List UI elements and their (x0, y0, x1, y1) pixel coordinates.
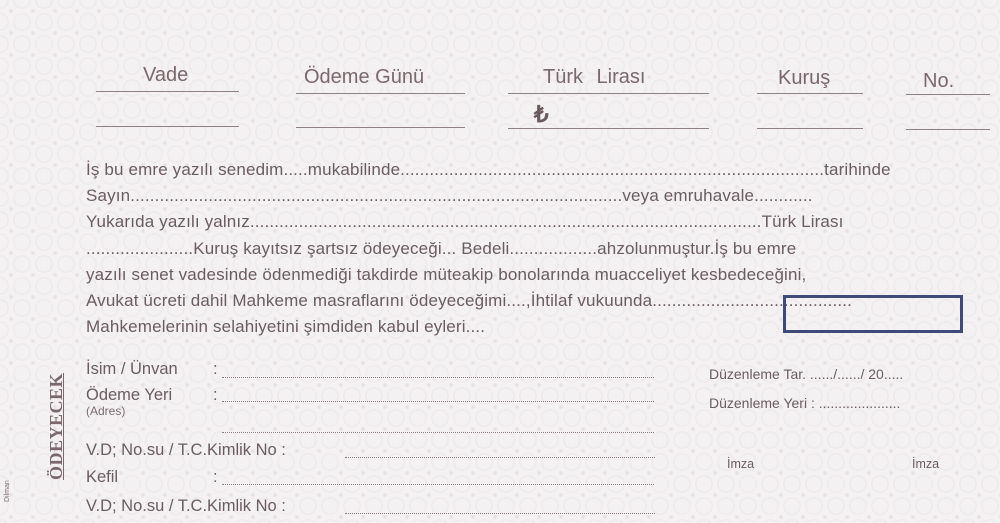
kurus-value-field[interactable] (757, 128, 863, 129)
body-line-7: Mahkemelerinin selahiyetini şimdiden kabul eyleri.... (86, 317, 486, 336)
turk-lirasi-underline (508, 93, 709, 94)
body-line-5: yazılı senet vadesinde ödenmediği takdirde müteakip bonolarında muacceliyet kesbedeceğini, (86, 265, 807, 284)
vd-no-label-2: V.D; No.su / T.C.Kimlik No : (86, 497, 286, 515)
vd-no-label-1: V.D; No.su / T.C.Kimlik No : (86, 441, 286, 459)
adres-field[interactable] (222, 432, 654, 433)
odeyecek-side-label: ÖDEYECEK (46, 372, 66, 480)
vade-value-field[interactable] (96, 126, 239, 127)
odeme-yeri-label: Ödeme Yeri (86, 386, 173, 404)
vd-no-field-2[interactable] (345, 513, 655, 514)
odeme-gunu-value-field[interactable] (296, 127, 465, 128)
body-line-3: Yukarıda yazılı yalnız.........................................................................................................Türk Lirası (86, 212, 844, 231)
header-no: No. (923, 70, 955, 92)
imza-label-1: İmza (727, 457, 755, 471)
isim-unvan-label: İsim / Ünvan (86, 360, 178, 378)
duzenleme-tarihi: Düzenleme Tar. ....../....../ 20..... (709, 366, 904, 382)
body-line-2: Sayın.....................................................................................................veya emruhavale............ (86, 186, 813, 205)
body-line-1: İş bu emre yazılı senedim.....mukabilinde.......................................................................................tarihinde (86, 160, 891, 179)
lira-symbol: ₺ (534, 101, 549, 127)
no-value-field[interactable] (906, 129, 990, 130)
isim-unvan-field[interactable] (222, 377, 654, 378)
odeme-yeri-field[interactable] (222, 401, 654, 402)
no-underline (906, 94, 990, 95)
body-line-6: Avukat ücreti dahil Mahkeme masraflarını ödeyeceğimi....,İhtilaf vukuunda......................................... (86, 291, 853, 310)
ihtilaf-city-highlight-box[interactable] (783, 295, 963, 333)
vade-underline (96, 91, 239, 92)
adres-label: (Adres) (86, 404, 126, 418)
isim-unvan-colon: : (213, 360, 218, 378)
header-turk-lirasi: Türk Lirası (543, 66, 646, 88)
odeme-yeri-colon: : (213, 386, 218, 404)
header-kurus: Kuruş (778, 67, 831, 89)
kefil-field[interactable] (222, 484, 654, 485)
printer-brand-label: Dilman (4, 480, 11, 502)
body-line-4: ......................Kuruş kayıtsız şartsız ödeyeceği... Bedeli..................ahzolunmuştur.İş bu emre (86, 239, 797, 258)
kefil-label: Kefil (86, 468, 119, 486)
duzenleme-yeri: Düzenleme Yeri : ..................... (709, 395, 901, 411)
kefil-colon: : (213, 468, 218, 486)
header-odeme-gunu: Ödeme Günü (304, 66, 425, 88)
vd-no-field-1[interactable] (345, 457, 655, 458)
kurus-underline (757, 93, 863, 94)
odeme-gunu-underline (296, 93, 465, 94)
header-vade: Vade (143, 64, 189, 86)
turk-lirasi-value-field[interactable] (508, 128, 709, 129)
imza-label-2: İmza (912, 457, 940, 471)
